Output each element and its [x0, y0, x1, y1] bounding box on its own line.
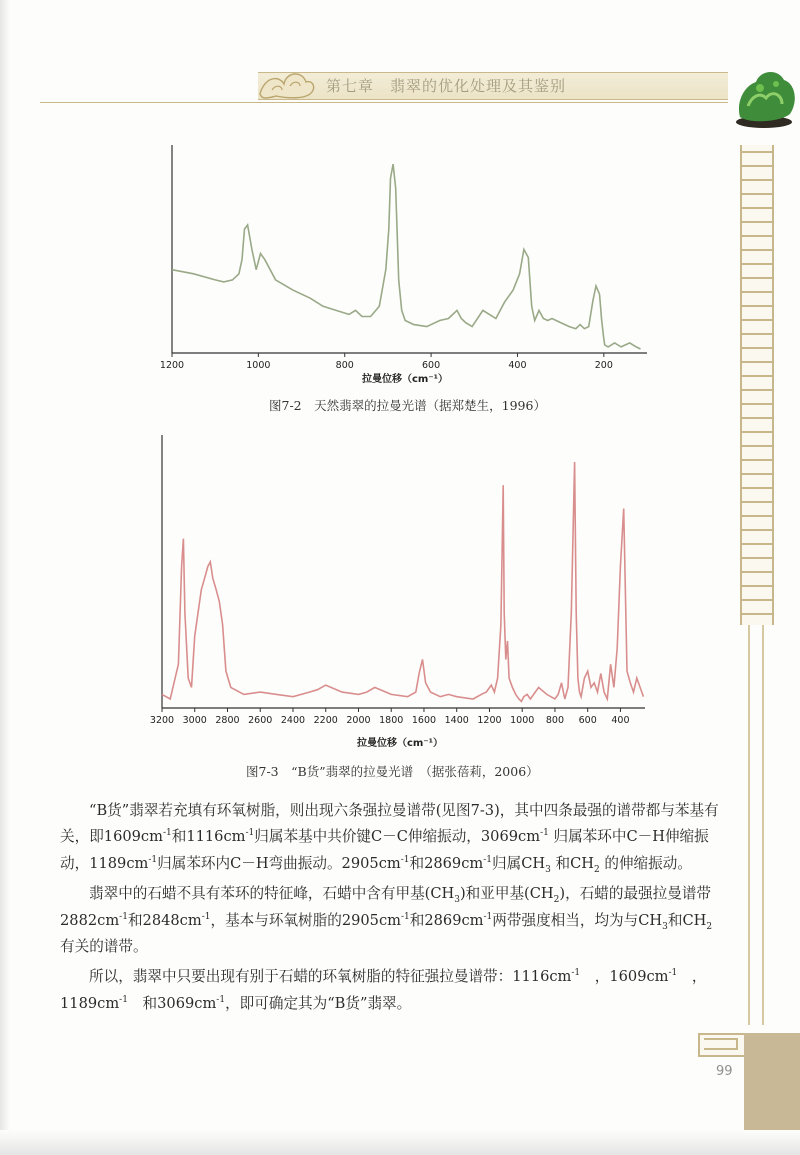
- paragraph-1: “B货”翡翠若充填有环氧树脂，则出现六条强拉曼谱带(见图7-3)，其中四条最强的谱带都与苯基有关，即$1609cm^{-1}$和$1116cm^{-1}$归属苯基中共价键C－C伸缩振动，$3069cm^{-1}$ 归属苯环中C－H伸缩振动，$1189cm^{-1}$归属苯环内C－H弯曲振动。$2905cm^{-1}$和$2869cm^{-1}$归属$CH_3$ 和$CH_2$ 的伸缩振动。: [60, 802, 719, 875]
- figure-7-3-caption: 图7-3 “B货”翡翠的拉曼光谱 （据张蓓莉，2006）: [246, 764, 539, 779]
- paragraph-3: 所以，翡翠中只要出现有别于石蜡的环氧树脂的特征强拉曼谱带：$1116cm^{-1}$ ，$1609cm^{-1}$ ，$1189cm^{-1}$ 和$3069cm^{-1}$，即可确定其为“B货”翡翠。: [60, 968, 707, 1012]
- x-tick-label: 3200: [149, 715, 175, 726]
- spectrum-line: [162, 462, 643, 701]
- border-rail-left: [748, 625, 750, 1025]
- x-tick-label: 2600: [248, 715, 273, 726]
- x-tick-label: 2400: [280, 715, 306, 726]
- chapter-title: 第七章 翡翠的优化处理及其鉴别: [326, 77, 567, 95]
- page-bottom-shadow: [0, 1130, 800, 1155]
- x-tick-label: 1000: [246, 360, 271, 371]
- header-rule: [40, 102, 728, 103]
- x-tick-label: 2000: [346, 715, 371, 726]
- x-tick-label: 1000: [510, 715, 535, 726]
- x-tick-label: 1400: [444, 715, 469, 726]
- x-tick-label: 1200: [159, 360, 185, 371]
- x-tick-label: 400: [508, 360, 527, 371]
- x-tick-label: 200: [594, 360, 613, 371]
- x-tick-label: 800: [545, 715, 565, 726]
- x-tick-label: 1200: [477, 715, 502, 726]
- paragraph-2: 翡翠中的石蜡不具有苯环的特征峰，石蜡中含有甲基$(CH_3)$和亚甲基$(CH_2)$，石蜡的最强拉曼谱带$2882cm^{-1}$和$2848cm^{-1}$，基本与环氧树脂的$2905cm^{-1}$和$2869cm^{-1}$两带强度相当，均为与$CH_3$和$CH_2$有关的谱带。: [60, 885, 713, 956]
- spectrum-line: [172, 164, 641, 349]
- x-tick-label: 1800: [379, 715, 404, 726]
- figure-7-2-caption: 图7-2 天然翡翠的拉曼光谱（据郑楚生，1996）: [269, 398, 546, 413]
- page-number: 99: [716, 1064, 733, 1079]
- fret-corner-inner: [704, 1038, 738, 1050]
- border-rail-right: [762, 625, 764, 1025]
- page-number-block: [744, 1033, 800, 1130]
- x-tick-label: 600: [422, 360, 441, 371]
- x-tick-label: 800: [335, 360, 354, 371]
- x-axis-label: 拉曼位移（cm⁻¹）: [356, 738, 444, 749]
- x-tick-label: 400: [611, 715, 630, 726]
- x-tick-label: 3000: [182, 715, 207, 726]
- x-tick-label: 2200: [313, 715, 338, 726]
- raman-spectrum-natural-jade-chart: [155, 140, 655, 385]
- raman-spectrum-b-jade-chart: [145, 430, 655, 755]
- fret-border-strip: [740, 145, 774, 625]
- x-tick-label: 600: [578, 715, 597, 726]
- cloud-ornament-icon: [256, 64, 318, 104]
- body-text: [60, 798, 720, 1017]
- page-left-shadow: [0, 0, 10, 1155]
- jade-carving-icon: [730, 62, 800, 132]
- x-tick-label: 2800: [215, 715, 240, 726]
- x-tick-label: 1600: [411, 715, 437, 726]
- x-axis-label: 拉曼位移（cm⁻¹）: [361, 374, 449, 385]
